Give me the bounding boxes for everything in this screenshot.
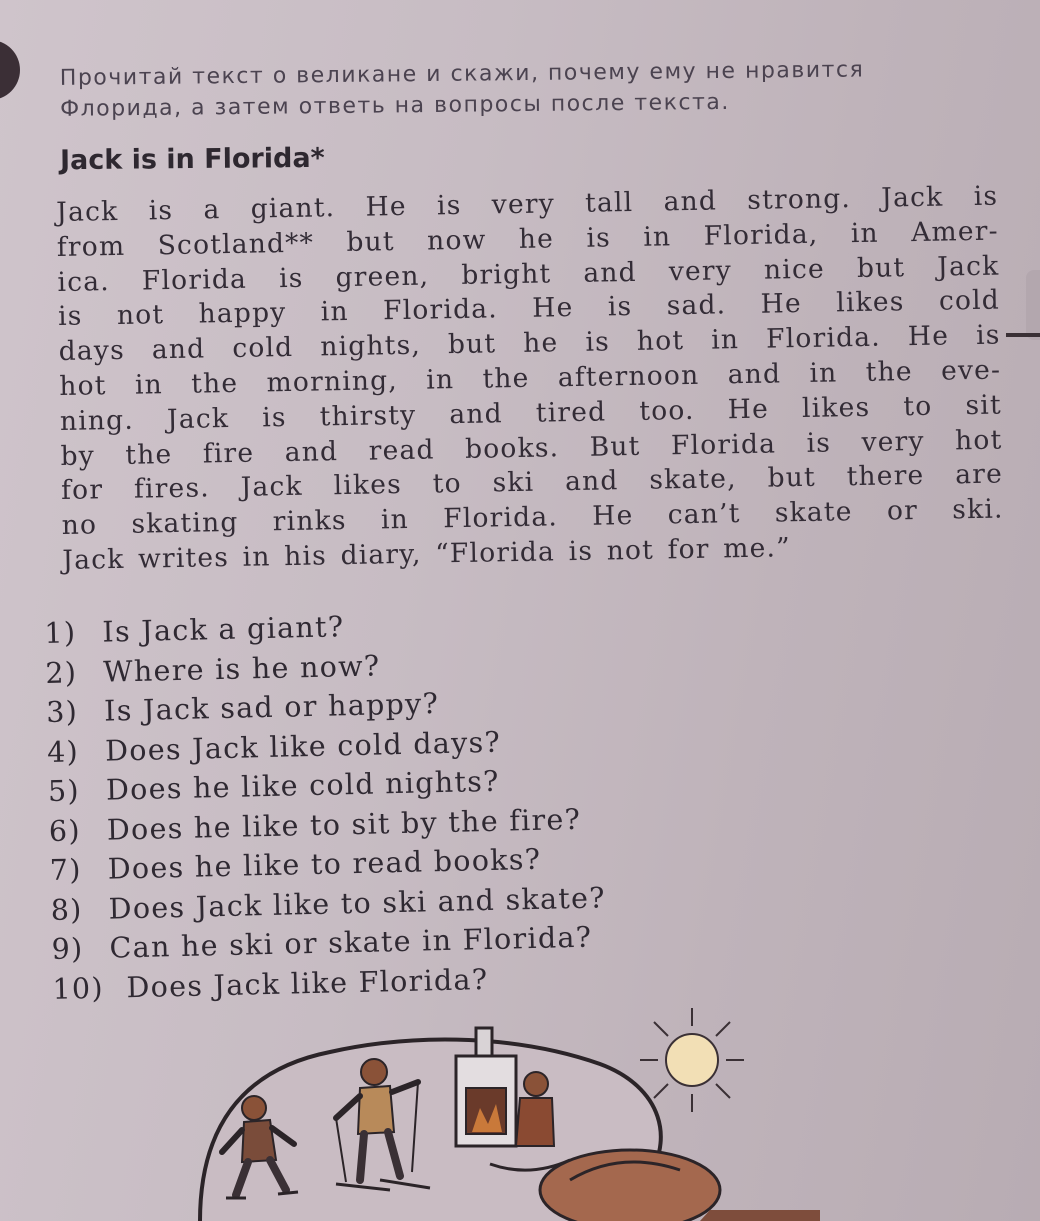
question-text: Does he like to sit by the fire? xyxy=(106,802,582,847)
question-text: Does Jack like to ski and skate? xyxy=(108,880,607,926)
story-text xyxy=(56,180,1005,579)
question-text: Is Jack sad or happy? xyxy=(103,687,440,728)
question-number: 2) xyxy=(44,655,78,690)
question-text: Does he like cold nights? xyxy=(105,764,501,807)
story-title: Jack is in Florida* xyxy=(59,142,325,177)
question-number: 5) xyxy=(47,774,81,808)
story-line: hot in the morning, in the afternoon and in the eve- xyxy=(59,354,1002,402)
story-line: Jack writes in his diary, “Florida is not for me.” xyxy=(62,532,792,576)
exercise-instruction: Прочитай текст о великане и скажи, почему ему не нравится Флорида, а затем ответь на вопросы после текста. xyxy=(59,57,865,122)
question-number: 6) xyxy=(48,813,82,848)
sleeping-giant-icon xyxy=(540,1150,820,1221)
page-edge-shadow xyxy=(0,40,20,100)
question-text: Can he ski or skate in Florida? xyxy=(109,920,593,965)
story-line: ning. Jack is thirsty and tired too. He likes to sit xyxy=(59,389,1003,437)
question-text: Does he like to read books? xyxy=(107,842,542,886)
question-number: 3) xyxy=(45,695,79,729)
question-text: Where is he now? xyxy=(102,648,381,689)
question-text: Does Jack like cold days? xyxy=(104,725,502,768)
story-line: from Scotland** but now he is in Florida, in Amer- xyxy=(56,215,1000,263)
question-number: 9) xyxy=(51,932,84,966)
story-line: is not happy in Florida. He is sad. He likes cold xyxy=(57,284,1001,333)
question-number: 7) xyxy=(49,853,83,887)
page-edge-mark xyxy=(1006,333,1040,337)
question-number: 4) xyxy=(46,734,80,769)
story-line: Jack is a giant. He is very tall and strong. Jack is xyxy=(56,180,999,228)
story-line: days and cold nights, but he is hot in Florida. He is xyxy=(58,319,1001,368)
question-number: 10) xyxy=(52,971,105,1006)
question-list xyxy=(44,598,753,1009)
story-line: for fires. Jack likes to ski and skate, but there are xyxy=(60,458,1004,507)
story-line: ica. Florida is green, bright and very nice but Jack xyxy=(57,250,1000,298)
question-text: Does Jack like Florida? xyxy=(126,962,489,1004)
story-line: by the fire and read books. But Florida is very hot xyxy=(60,424,1003,472)
illustration xyxy=(0,1000,1040,1221)
question-text: Is Jack a giant? xyxy=(102,610,345,649)
question-number: 8) xyxy=(50,892,83,927)
story-line: no skating rinks in Florida. He can’t skate or ski. xyxy=(61,493,1004,542)
question-number: 1) xyxy=(44,616,77,650)
page-edge-fold xyxy=(1026,270,1040,340)
sun-icon xyxy=(640,1008,744,1112)
